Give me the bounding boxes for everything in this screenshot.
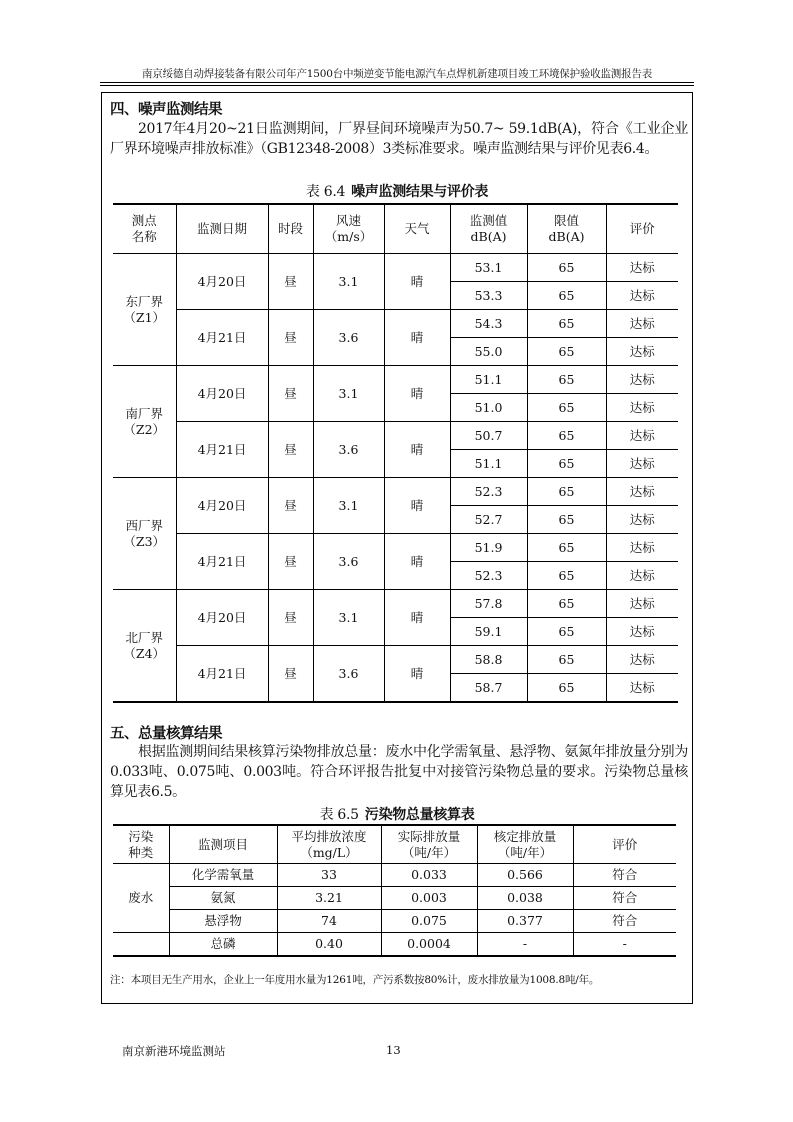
table-header-row (113, 825, 676, 864)
table-row (113, 254, 678, 282)
wind-cell: 3.1 (313, 590, 384, 646)
approved-emission-cell: - (477, 933, 573, 957)
period-cell: 昼 (268, 646, 313, 703)
value-cell: 55.0 (450, 338, 527, 366)
eval-cell: 达标 (606, 450, 678, 478)
eval-cell: 符合 (573, 887, 676, 910)
limit-cell: 65 (527, 674, 606, 703)
table-row (113, 534, 678, 562)
eval-cell: 达标 (606, 282, 678, 310)
date-cell: 4月21日 (176, 310, 268, 366)
date-cell: 4月20日 (176, 590, 268, 646)
section-5-paragraph: 根据监测期间结果核算污染物排放总量：废水中化学需氧量、悬浮物、氨氮年排放量分别为0.033吨、0.075吨、0.003吨。符合环评报告批复中对接管污染物总量的要求。污染物总量核算见表6.5。 (110, 744, 688, 800)
table-row (113, 646, 678, 674)
period-cell: 昼 (268, 310, 313, 366)
weather-cell: 晴 (384, 310, 450, 366)
header-wind: 风速 （m/s） (313, 204, 384, 254)
weather-cell: 晴 (384, 590, 450, 646)
period-cell: 昼 (268, 254, 313, 310)
table-6-5-title: 污染物总量核算表 (364, 807, 475, 823)
header-actual: 实际排放量 （吨/年） (381, 825, 477, 864)
header-rule (100, 82, 694, 83)
period-cell: 昼 (268, 366, 313, 422)
limit-cell: 65 (527, 310, 606, 338)
actual-emission-cell: 0.0004 (381, 933, 477, 957)
table-note: 注：本项目无生产用水，企业上一年度用水量为1261吨，产污系数按80%计，废水排放量为1008.8吨/年。 (110, 974, 600, 986)
limit-cell: 65 (527, 478, 606, 506)
concentration-cell: 3.21 (277, 887, 381, 910)
eval-cell: 达标 (606, 674, 678, 703)
table-row (113, 478, 678, 506)
limit-cell: 65 (527, 366, 606, 394)
eval-cell: 达标 (606, 562, 678, 590)
value-cell: 59.1 (450, 618, 527, 646)
value-cell: 54.3 (450, 310, 527, 338)
table-6-5-caption (100, 804, 694, 824)
table-row (113, 864, 676, 887)
value-cell: 53.3 (450, 282, 527, 310)
header-approved: 核定排放量 （吨/年） (477, 825, 573, 864)
section-4-title: 四、噪声监测结果 (110, 102, 222, 118)
table-row (113, 590, 678, 618)
date-cell: 4月20日 (176, 254, 268, 310)
noise-results-table (113, 203, 678, 703)
eval-cell: 达标 (606, 338, 678, 366)
table-row (113, 310, 678, 338)
weather-cell: 晴 (384, 534, 450, 590)
wind-cell: 3.1 (313, 254, 384, 310)
table-row (113, 933, 676, 957)
header-weather: 天气 (384, 204, 450, 254)
header-point: 测点 名称 (113, 204, 176, 254)
page-number: 13 (386, 1043, 401, 1057)
period-cell: 昼 (268, 590, 313, 646)
wind-cell: 3.6 (313, 422, 384, 478)
approved-emission-cell: 0.566 (477, 864, 573, 887)
concentration-cell: 0.40 (277, 933, 381, 957)
limit-cell: 65 (527, 534, 606, 562)
value-cell: 53.1 (450, 254, 527, 282)
approved-emission-cell: 0.377 (477, 910, 573, 933)
header-date: 监测日期 (176, 204, 268, 254)
limit-cell: 65 (527, 394, 606, 422)
item-cell: 化学需氧量 (169, 864, 277, 887)
value-cell: 51.1 (450, 450, 527, 478)
limit-cell: 65 (527, 618, 606, 646)
approved-emission-cell: 0.038 (477, 887, 573, 910)
table-row (113, 887, 676, 910)
concentration-cell: 33 (277, 864, 381, 887)
limit-cell: 65 (527, 562, 606, 590)
date-cell: 4月21日 (176, 422, 268, 478)
point-name-cell: 北厂界 （Z4） (113, 590, 176, 703)
item-cell: 悬浮物 (169, 910, 277, 933)
weather-cell: 晴 (384, 254, 450, 310)
date-cell: 4月20日 (176, 366, 268, 422)
limit-cell: 65 (527, 590, 606, 618)
value-cell: 51.0 (450, 394, 527, 422)
wind-cell: 3.1 (313, 478, 384, 534)
eval-cell: 达标 (606, 646, 678, 674)
weather-cell: 晴 (384, 422, 450, 478)
eval-cell: 达标 (606, 478, 678, 506)
empty-type-cell (113, 933, 169, 957)
header-eval: 评价 (606, 204, 678, 254)
weather-cell: 晴 (384, 478, 450, 534)
date-cell: 4月21日 (176, 534, 268, 590)
eval-cell: 达标 (606, 366, 678, 394)
pollutant-type-cell: 废水 (113, 864, 169, 933)
eval-cell: 达标 (606, 254, 678, 282)
value-cell: 50.7 (450, 422, 527, 450)
section-4-paragraph: 2017年4月20~21日监测期间，厂界昼间环境噪声为50.7~ 59.1dB(A)，符合《工业企业厂界环境噪声排放标准》（GB12348-2008）3类标准要求。噪声监测结果与评价见表6.4。 (110, 121, 688, 157)
weather-cell: 晴 (384, 646, 450, 703)
limit-cell: 65 (527, 422, 606, 450)
value-cell: 58.8 (450, 646, 527, 674)
value-cell: 52.7 (450, 506, 527, 534)
table-6-4-number: 表 6.4 (305, 184, 346, 200)
header-rule-double (100, 85, 694, 86)
limit-cell: 65 (527, 506, 606, 534)
wind-cell: 3.1 (313, 366, 384, 422)
value-cell: 57.8 (450, 590, 527, 618)
limit-cell: 65 (527, 450, 606, 478)
eval-cell: - (573, 933, 676, 957)
actual-emission-cell: 0.075 (381, 910, 477, 933)
value-cell: 52.3 (450, 478, 527, 506)
table-6-4-caption (100, 181, 694, 201)
weather-cell: 晴 (384, 366, 450, 422)
limit-cell: 65 (527, 646, 606, 674)
value-cell: 51.9 (450, 534, 527, 562)
table-6-5-number: 表 6.5 (319, 807, 359, 823)
value-cell: 52.3 (450, 562, 527, 590)
header-value: 监测值 dB(A) (450, 204, 527, 254)
header-item: 监测项目 (169, 825, 277, 864)
actual-emission-cell: 0.003 (381, 887, 477, 910)
eval-cell: 达标 (606, 506, 678, 534)
eval-cell: 达标 (606, 618, 678, 646)
date-cell: 4月21日 (176, 646, 268, 703)
value-cell: 58.7 (450, 674, 527, 703)
header-type: 污染 种类 (113, 825, 169, 864)
eval-cell: 达标 (606, 534, 678, 562)
eval-cell: 达标 (606, 590, 678, 618)
point-name-cell: 东厂界 （Z1） (113, 254, 176, 366)
period-cell: 昼 (268, 422, 313, 478)
footer-station: 南京新港环境监测站 (122, 1044, 226, 1058)
header-limit: 限值 dB(A) (527, 204, 606, 254)
table-row (113, 910, 676, 933)
point-name-cell: 西厂界 （Z3） (113, 478, 176, 590)
wind-cell: 3.6 (313, 646, 384, 703)
item-cell: 氨氮 (169, 887, 277, 910)
limit-cell: 65 (527, 254, 606, 282)
wind-cell: 3.6 (313, 310, 384, 366)
limit-cell: 65 (527, 338, 606, 366)
eval-cell: 符合 (573, 910, 676, 933)
running-header: 南京绥德自动焊接装备有限公司年产1500台中频逆变节能电源汽车点焊机新建项目竣工环境保护验收监测报告表 (141, 68, 653, 80)
period-cell: 昼 (268, 478, 313, 534)
table-row (113, 422, 678, 450)
header-period: 时段 (268, 204, 313, 254)
period-cell: 昼 (268, 534, 313, 590)
table-header-row (113, 204, 678, 254)
concentration-cell: 74 (277, 910, 381, 933)
section-5-title: 五、总量核算结果 (110, 726, 222, 742)
table-6-4-title: 噪声监测结果与评价表 (351, 184, 489, 200)
item-cell: 总磷 (169, 933, 277, 957)
value-cell: 51.1 (450, 366, 527, 394)
date-cell: 4月20日 (176, 478, 268, 534)
limit-cell: 65 (527, 282, 606, 310)
pollutant-total-table (113, 824, 676, 957)
table-row (113, 366, 678, 394)
header-conc: 平均排放浓度 （mg/L） (277, 825, 381, 864)
actual-emission-cell: 0.033 (381, 864, 477, 887)
eval-cell: 符合 (573, 864, 676, 887)
eval-cell: 达标 (606, 394, 678, 422)
eval-cell: 达标 (606, 422, 678, 450)
header-eval: 评价 (573, 825, 676, 864)
wind-cell: 3.6 (313, 534, 384, 590)
eval-cell: 达标 (606, 310, 678, 338)
point-name-cell: 南厂界 （Z2） (113, 366, 176, 478)
